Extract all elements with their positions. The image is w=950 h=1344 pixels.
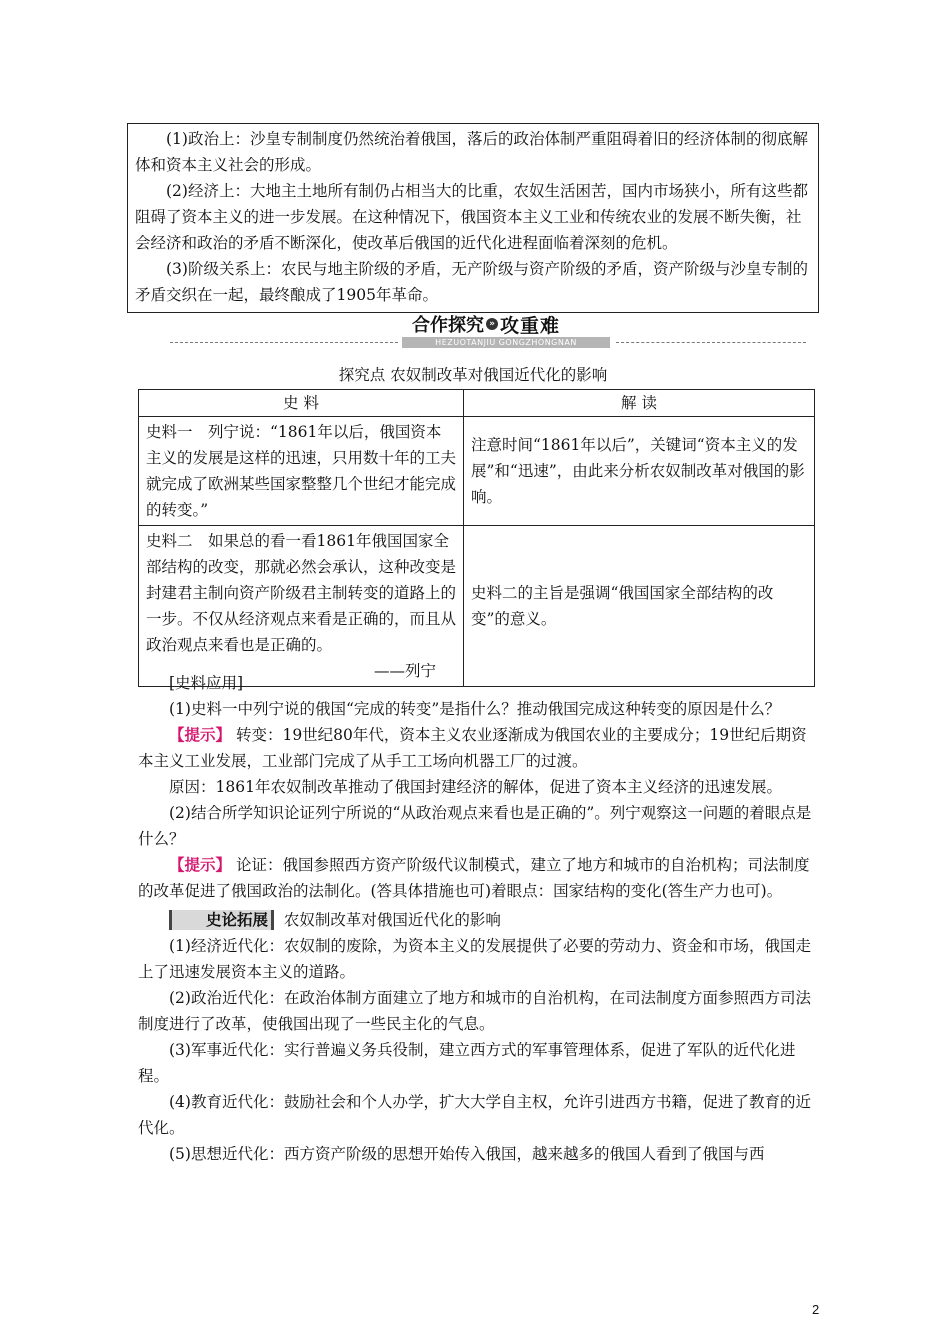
banner-pinyin: HEZUOTANJIU GONGZHONGNAN bbox=[402, 337, 610, 348]
source-two: 史料二 如果总的看一看1861年俄国国家全部结构的改变，那就必然会承认，这种改变是封建君主制向资产阶级君主制转变的道路上的一步。不仅从经济观点来看是正确的，而且从政治观点来看也是正确的。 bbox=[146, 532, 457, 654]
summary-economy: (2)经济上：大地主土地所有制仍占相当大的比重，农奴生活困苦，国内市场狭小，所有这些都阻碍了资本主义的进一步发展。在这种情况下，俄国资本主义工业和传统农业的发展不断失衡，社会经济和政治的矛盾不断深化，使改革后俄国的近代化进程面临着深刻的危机。 bbox=[135, 182, 808, 252]
summary-politics: (1)政治上：沙皇专制制度仍然统治着俄国，落后的政治体制严重阻碍着旧的经济体制的彻底解体和资本主义社会的形成。 bbox=[135, 130, 808, 174]
extension-item-education: (4)教育近代化：鼓励社会和个人办学，扩大大学自主权，允许引进西方书籍，促进了教育的近代化。 bbox=[138, 1093, 811, 1137]
banner-title bbox=[412, 312, 612, 336]
source-two-cell bbox=[139, 526, 464, 687]
application-label: [史料应用] bbox=[169, 674, 244, 692]
double-arrow-icon: » bbox=[486, 318, 498, 330]
tip-label: 【提示】 bbox=[169, 725, 232, 744]
table-header-row bbox=[139, 390, 815, 417]
application-section bbox=[138, 670, 818, 1167]
extension-heading bbox=[138, 907, 818, 933]
page-number: 2 bbox=[812, 1302, 820, 1317]
source-material-table bbox=[138, 389, 815, 687]
tip-label: 【提示】 bbox=[169, 855, 232, 874]
answer-one-change-text: 转变：19世纪80年代，资本主义农业逐渐成为俄国农业的主要成分；19世纪后期资本主义工业发展，工业部门完成了从手工工场向机器工厂的过渡。 bbox=[138, 726, 807, 770]
table-row bbox=[139, 417, 815, 526]
summary-box bbox=[127, 123, 819, 313]
extension-item-economy: (1)经济近代化：农奴制的废除，为资本主义的发展提供了必要的劳动力、资金和市场，俄国走上了迅速发展资本主义的道路。 bbox=[138, 937, 811, 981]
answer-one-change bbox=[138, 722, 818, 774]
table-row bbox=[139, 526, 815, 687]
section-banner bbox=[170, 312, 806, 350]
question-two: (2)结合所学知识论证列宁所说的“从政治观点来看也是正确的”。列宁观察这一问题的着眼点是什么？ bbox=[138, 804, 812, 848]
extension-item-politics: (2)政治近代化：在政治体制方面建立了地方和城市的自治机构，在司法制度方面参照西方司法制度进行了改革，使俄国出现了一些民主化的气息。 bbox=[138, 989, 811, 1033]
banner-dash-right bbox=[616, 342, 806, 343]
source-two-signature: ——列宁 bbox=[373, 662, 436, 680]
answer-two bbox=[138, 852, 818, 904]
extension-item-thought: (5)思想近代化：西方资产阶级的思想开始传入俄国，越来越多的俄国人看到了俄国与西 bbox=[169, 1145, 765, 1163]
inquiry-point-title: 探究点 农奴制改革对俄国近代化的影响 bbox=[338, 366, 608, 384]
summary-class-relations: (3)阶级关系上：农民与地主阶级的矛盾，无产阶级与资产阶级的矛盾，资产阶级与沙皇专制的矛盾交织在一起，最终酿成了1905年革命。 bbox=[135, 260, 808, 304]
header-source: 史 料 bbox=[139, 390, 464, 417]
extension-tag: 史论拓展 bbox=[169, 910, 274, 930]
source-one: 史料一 列宁说：“1861年以后，俄国资本主义的发展是这样的迅速，只用数十年的工夫就完成了欧洲某些国家整整几个世纪才能完成的转变。” bbox=[139, 417, 464, 526]
extension-item-military: (3)军事近代化：实行普遍义务兵役制，建立西方式的军事管理体系，促进了军队的近代化进程。 bbox=[138, 1041, 796, 1085]
header-reading: 解 读 bbox=[464, 390, 815, 417]
question-one: (1)史料一中列宁说的俄国“完成的转变”是指什么？推动俄国完成这种转变的原因是什么？ bbox=[169, 700, 781, 718]
banner-dash-left bbox=[170, 342, 398, 343]
reading-one: 注意时间“1861年以后”，关键词“资本主义的发展”和“迅速”，由此来分析农奴制改革对俄国的影响。 bbox=[464, 417, 815, 526]
reading-two: 史料二的主旨是强调“俄国国家全部结构的改变”的意义。 bbox=[464, 526, 815, 687]
extension-title: 农奴制改革对俄国近代化的影响 bbox=[283, 911, 501, 929]
answer-one-reason: 原因：1861年农奴制改革推动了俄国封建经济的解体，促进了资本主义经济的迅速发展。 bbox=[169, 778, 782, 796]
banner-title-right: 攻重难 bbox=[500, 314, 561, 337]
answer-two-text: 论证：俄国参照西方资产阶级代议制模式，建立了地方和城市的自治机构；司法制度的改革促进了俄国政治的法制化。(答具体措施也可)着眼点：国家结构的变化(答生产力也可)。 bbox=[138, 856, 810, 900]
banner-title-left: 合作探究 bbox=[412, 315, 484, 336]
